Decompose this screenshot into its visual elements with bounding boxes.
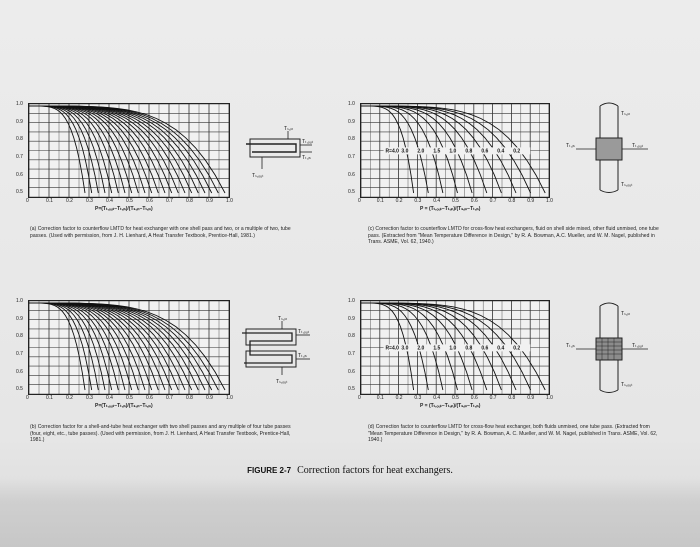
schematic-c [566, 100, 656, 195]
r-label: 1.5 [433, 345, 441, 352]
correction-curve [29, 106, 192, 193]
x-tick-label: 0.2 [66, 395, 73, 401]
x-tick-label: 0.1 [376, 395, 384, 401]
y-tick-label: 0.8 [348, 136, 355, 143]
scan-shadow [0, 478, 700, 547]
r-label: 0.6 [481, 345, 489, 352]
correction-curve [29, 303, 212, 390]
correction-curve [29, 106, 105, 193]
x-tick-label: 0.8 [508, 198, 516, 204]
x-tick-label: 0.2 [66, 198, 73, 204]
x-tick-label: 0.6 [146, 198, 153, 204]
schematic-b [238, 315, 318, 385]
x-tick-label: 0.3 [86, 198, 93, 204]
r-label: 0.4 [497, 345, 505, 352]
tube-path [246, 144, 296, 152]
caption-d: (d) Correction factor to counterflow LMTD for cross-flow heat exchanger, both fluids unmixed, one tube pass. (Extracted from "Mean Temperature Difference in Design," by R. A. Bowman, A. C. Mueller, and W. M. Nagel, published in Trans. ASME, Vol. 62, 1940.) [368, 424, 658, 444]
r-label: 2.0 [417, 345, 425, 352]
correction-curve [29, 106, 92, 193]
x-tick-label: 0.8 [186, 198, 193, 204]
r-label: 1.0 [449, 148, 457, 155]
x-tick-label: 0.7 [489, 198, 497, 204]
label-t-out: Tₜ,ₒᵤₜ [302, 139, 314, 145]
x-tick-label: 1.0 [226, 198, 233, 204]
y-tick-label: 0.9 [16, 118, 23, 125]
x-tick-label: 0.4 [106, 198, 113, 204]
figure-number: FIGURE 2-7 [247, 466, 292, 475]
chart-b-x-label: P=(Tₜ,ₒᵤₜ−Tₜ,ᵢₙ)/(Tₛ,ᵢₙ−Tₜ,ᵢₙ) [95, 403, 153, 409]
correction-curve [29, 303, 192, 390]
x-tick-label: 0.7 [166, 198, 173, 204]
y-tick-label: 0.5 [348, 189, 355, 196]
label-s-out: Tₛ,ₒᵤₜ [621, 382, 633, 388]
correction-curve [29, 106, 218, 193]
chart-panel-c [360, 103, 550, 198]
y-tick-label: 1.0 [16, 298, 23, 304]
x-tick-label: 0.1 [376, 198, 384, 204]
x-tick-label: 0.9 [206, 198, 213, 204]
caption-a: (a) Correction factor to counterflow LMTD for heat exchanger with one shell pass and two, or a multiple of two, tube passes. (Used with permission, from J. H. Lienhard, A Heat Transfer Textbook, Prentice-Hall, 1981.) [30, 226, 291, 239]
y-tick-label: 0.8 [348, 333, 355, 340]
label-t-out: Tₜ,ₒᵤₜ [298, 329, 310, 335]
chart-panel-a [28, 103, 230, 198]
r-label: 0.6 [481, 148, 489, 155]
chart-c-x-label: P = (Tₜ,ₒᵤₜ−Tₜ,ᵢₙ)/(Tₛ,ᵢₙ−Tₜ,ᵢₙ) [420, 206, 481, 212]
y-tick-label: 0.9 [348, 118, 355, 125]
caption-b: (b) Correction factor for a shell-and-tube heat exchanger with two shell passes and any multiple of four tube passes (four, eight, etc., tube passes). (Used with permission, from J. H. Lienhard, A Heat Transfer Textbook, Prentice-Hall, 1981.) [30, 424, 291, 444]
figure-title [0, 465, 700, 476]
x-tick-label: 0 [26, 395, 29, 401]
x-tick-label: 1.0 [226, 395, 233, 401]
correction-curve [29, 303, 105, 390]
label-s-in: Tₛ,ᵢₙ [284, 126, 294, 132]
chart-d-plot [361, 301, 549, 394]
correction-curve [29, 303, 132, 390]
figure-title-text: Correction factors for heat exchangers. [297, 465, 453, 476]
y-tick-label: 0.6 [348, 171, 355, 178]
correction-curve [29, 303, 152, 390]
label-s-out: Tₛ,ₒᵤₜ [621, 182, 633, 188]
r-label: 0.2 [513, 148, 521, 155]
correction-curve [29, 106, 132, 193]
label-t-in: Tₜ,ᵢₙ [566, 343, 575, 349]
x-tick-label: 0 [358, 395, 361, 401]
x-tick-label: 0.3 [414, 198, 422, 204]
label-s-in: Tₛ,ᵢₙ [278, 316, 288, 322]
x-tick-label: 0.5 [452, 395, 459, 401]
x-tick-label: 0.4 [433, 198, 441, 204]
chart-a-x-label: P=(Tₜ,ₒᵤₜ−Tₜ,ᵢₙ)/(Tₛ,ᵢₙ−Tₜ,ᵢₙ) [95, 206, 153, 212]
shell-outline [250, 139, 300, 157]
x-tick-label: 0.9 [527, 198, 535, 204]
caption-c: (c) Correction factor to counterflow LMTD for cross-flow heat exchangers, fluid on shell side mixed, other fluid unmixed, one tube pass. (Extracted from "Mean Temperature Difference in Design," by R. A. Bowman, A.C. Mueller, and W. M. Nagel, published in Trans. ASME, Vol. 62, 1940.) [368, 226, 659, 246]
y-tick-label: 1.0 [348, 101, 355, 107]
x-tick-label: 0.1 [46, 395, 53, 401]
y-tick-label: 1.0 [348, 298, 355, 304]
y-tick-label: 0.5 [348, 386, 355, 393]
y-tick-label: 0.9 [16, 315, 23, 322]
correction-curve [29, 303, 85, 390]
label-s-in: Tₛ,ᵢₙ [621, 111, 631, 117]
y-tick-label: 0.6 [348, 368, 355, 375]
r-label: 0.4 [497, 148, 505, 155]
schematic-d [566, 300, 656, 395]
y-tick-label: 0.7 [348, 154, 355, 160]
x-tick-label: 0.5 [452, 198, 459, 204]
x-tick-label: 0.3 [414, 395, 422, 401]
x-tick-label: 0.4 [106, 395, 113, 401]
correction-curve [29, 106, 185, 193]
r-label: 1.5 [433, 148, 441, 155]
label-t-in: Tₜ,ᵢₙ [298, 353, 307, 359]
r-label: 3.0 [401, 345, 409, 352]
r-label: 0.8 [465, 148, 473, 155]
y-tick-label: 1.0 [16, 101, 23, 107]
x-tick-label: 1.0 [546, 395, 553, 401]
label-t-in: Tₜ,ᵢₙ [566, 143, 575, 149]
label-t-in: Tₜ,ᵢₙ [302, 155, 311, 161]
label-s-in: Tₛ,ᵢₙ [621, 311, 631, 317]
y-tick-label: 0.7 [16, 154, 23, 160]
r-label: R=4.0 [385, 148, 399, 155]
x-tick-label: 0.9 [206, 395, 213, 401]
x-tick-label: 0.7 [166, 395, 173, 401]
r-label: R=4.0 [385, 345, 399, 352]
x-tick-label: 0.5 [126, 198, 133, 204]
r-label: 0.2 [513, 345, 521, 352]
y-tick-label: 0.8 [16, 136, 23, 143]
r-label: 3.0 [401, 148, 409, 155]
x-tick-label: 0.9 [527, 395, 535, 401]
correction-curve [29, 303, 218, 390]
y-tick-label: 0.9 [348, 315, 355, 322]
x-tick-label: 0 [358, 198, 361, 204]
r-label: 2.0 [417, 148, 425, 155]
y-tick-label: 0.7 [16, 351, 23, 357]
label-s-out: Tₛ,ₒᵤₜ [252, 173, 264, 179]
y-tick-label: 0.5 [16, 386, 23, 393]
x-tick-label: 0.4 [433, 395, 441, 401]
x-tick-label: 0.2 [395, 198, 403, 204]
correction-curve [29, 303, 178, 390]
label-t-out: Tₜ,ₒᵤₜ [632, 343, 644, 349]
y-tick-label: 0.6 [16, 171, 23, 178]
correction-curve [29, 303, 92, 390]
x-tick-label: 0 [26, 198, 29, 204]
schematic-a [238, 125, 318, 180]
label-t-out: Tₜ,ₒᵤₜ [632, 143, 644, 149]
chart-d-x-label: P = (Tₜ,ₒᵤₜ−Tₜ,ᵢₙ)/(Tₛ,ᵢₙ−Tₜ,ᵢₙ) [420, 403, 481, 409]
y-tick-label: 0.7 [348, 351, 355, 357]
x-tick-label: 0.6 [470, 198, 478, 204]
chart-panel-b [28, 300, 230, 395]
x-tick-label: 0.6 [470, 395, 478, 401]
chart-b-plot [29, 301, 229, 394]
r-label: 1.0 [449, 345, 457, 352]
correction-curve [29, 106, 178, 193]
x-tick-label: 1.0 [546, 198, 553, 204]
x-tick-label: 0.1 [46, 198, 53, 204]
chart-c-plot [361, 104, 549, 197]
x-tick-label: 0.3 [86, 395, 93, 401]
correction-curve [29, 303, 185, 390]
label-s-out: Tₛ,ₒᵤₜ [276, 379, 288, 385]
chart-a-plot [29, 104, 229, 197]
correction-curve [29, 106, 85, 193]
y-tick-label: 0.8 [16, 333, 23, 340]
x-tick-label: 0.5 [126, 395, 133, 401]
x-tick-label: 0.8 [508, 395, 516, 401]
chart-panel-d [360, 300, 550, 395]
y-tick-label: 0.6 [16, 368, 23, 375]
x-tick-label: 0.7 [489, 395, 497, 401]
correction-curve [29, 106, 212, 193]
y-tick-label: 0.5 [16, 189, 23, 196]
x-tick-label: 0.8 [186, 395, 193, 401]
r-label: 0.8 [465, 345, 473, 352]
correction-curve [29, 106, 152, 193]
x-tick-label: 0.6 [146, 395, 153, 401]
x-tick-label: 0.2 [395, 395, 403, 401]
